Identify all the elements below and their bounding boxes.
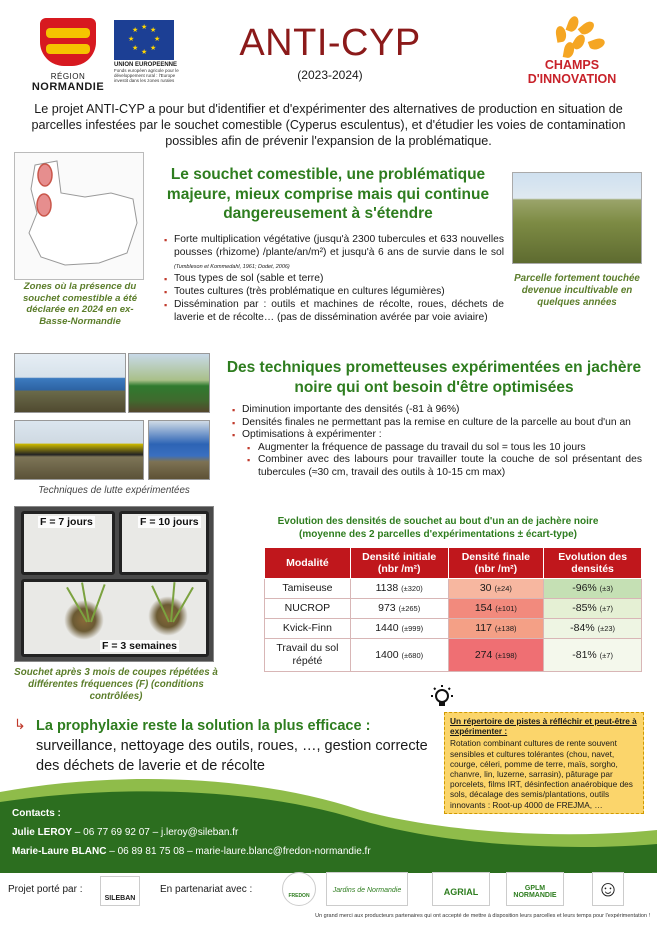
tray-10-days: [119, 511, 209, 575]
porte-label: Projet porté par :: [8, 884, 83, 895]
contact-2-details[interactable]: – 06 89 81 75 08 – marie-laure.blanc@fredon-normandie.fr: [106, 846, 371, 857]
gplm-logo: GPLM NORMANDIE: [506, 872, 564, 906]
table-title: Evolution des densités de souchet au bout d'un an de jachère noire (moyenne des 2 parcelles d'expérimentations ± écart-type): [277, 516, 599, 540]
trays-caption: Souchet après 3 mois de coupes répétées à différentes fréquences (F) (conditions contrôlées): [14, 667, 218, 702]
tray-label: F = 3 semaines: [102, 640, 178, 652]
table-cell: 117 (±138): [448, 619, 544, 639]
list-item: ▪ Diminution importante des densités (-81 à 96%): [232, 404, 642, 417]
thanks-note: Un grand merci aux producteurs partenaires qui ont accepté de mettre à disposition leurs parcelles et leurs temps pour l'expérimentation !: [315, 913, 650, 919]
tray-label: F = 10 jours: [140, 516, 199, 528]
list-item: ▪ Densités finales ne permettant pas la remise en culture de la parcelle au bout d'un an: [232, 417, 642, 430]
eu-subtitle: Fonds européen agricole pour le développement rural : l'Europe investit dans les zones rurales: [114, 68, 179, 83]
table-cell: 154 (±101): [448, 599, 544, 619]
table-row: [265, 579, 642, 599]
partner-label: En partenariat avec :: [160, 884, 253, 895]
contacts-block: [12, 804, 452, 861]
table-cell: 274 (±198): [448, 639, 544, 672]
field-photo: [512, 172, 642, 264]
col-header: Densité finale (nbr /m²): [448, 548, 544, 579]
contacts-heading: Contacts :: [12, 808, 61, 819]
section2-list: [232, 404, 642, 480]
table-cell: 1440 (±999): [350, 619, 448, 639]
table-cell: -85% (±7): [544, 599, 642, 619]
table-cell: 1138 (±320): [350, 579, 448, 599]
map-outline-icon: [15, 153, 143, 279]
col-header: Evolution des densités: [544, 548, 642, 579]
region-name: NORMANDIE: [31, 81, 105, 93]
section1-list: [164, 234, 504, 325]
eu-logo: [114, 20, 184, 100]
col-header: Modalité: [265, 548, 351, 579]
sileban-logo: SILEBAN: [100, 876, 140, 906]
poster-title: ANTI-CYP: [239, 22, 421, 64]
table-cell: 1400 (±680): [350, 639, 448, 672]
col-header: Densité initiale (nbr /m²): [350, 548, 448, 579]
ideas-body: Rotation combinant cultures de rente souvent sensibles et cultures tolérantes (chou, navet, courge, céleri, pomme de terre, maïs, sorgho, chanvre, lin, luzerne, sarrasin), pâturage par porcelets, films IRT, désinfection anaérobique des sols, décalage des semis/plantations, outils innovants : Root-up 4000 de FREJMA, …: [450, 738, 633, 810]
machine-photo-4: [148, 420, 210, 480]
normandie-shield-icon: [40, 18, 96, 66]
machine-photo-1: [14, 353, 126, 413]
arrow-icon: ↳: [14, 716, 26, 732]
machine-photo-3: [14, 420, 144, 480]
techniques-caption: Techniques de lutte expérimentées: [38, 485, 190, 496]
eu-flag-icon: ★ ★ ★ ★ ★ ★ ★ ★: [114, 20, 174, 60]
table-cell: -84% (±23): [544, 619, 642, 639]
intro-paragraph: Le projet ANTI-CYP a pour but d'identifier et d'expérimenter des alternatives de production en situation de parcelles infestées par le souchet comestible (Cyperus esculentus), et d'étudier les voies de contamination possibles afin de prévenir l'expansion de la problématique.: [31, 102, 626, 148]
ci-line2: D'INNOVATION: [527, 72, 617, 86]
contact-1-details[interactable]: – 06 77 69 92 07 – j.leroy@sileban.fr: [72, 827, 239, 838]
section2-heading: Des techniques prometteuses expérimentées en jachère noire qui ont besoin d'être optimisées: [226, 359, 642, 396]
region-normandie-logo: [28, 18, 108, 96]
map-caption: Zones où la présence du souchet comestible a été déclarée en 2024 en ex-Basse-Normandie: [22, 281, 138, 327]
table-cell: Kvick-Finn: [265, 619, 351, 639]
list-item: ▪ Optimisations à expérimenter :: [232, 429, 642, 442]
table-row: [265, 639, 642, 672]
leaves-icon: [512, 14, 632, 58]
table-cell: Tamiseuse: [265, 579, 351, 599]
trays-photo: [14, 506, 214, 662]
agrial-logo: AGRIAL: [432, 872, 490, 906]
contact-2: Marie-Laure BLANC – 06 89 81 75 08 – marie-laure.blanc@fredon-normandie.fr: [12, 846, 371, 857]
normandie-map: [14, 152, 144, 280]
tray-3-weeks: [21, 579, 209, 657]
density-table: [264, 547, 642, 672]
list-item: ▪ Dissémination par : outils et machines de récolte, roues, déchets de laverie et de récolte… (pas de dissémination avérée par voie aviaire): [164, 299, 504, 325]
lightbulb-icon: [428, 684, 456, 712]
region-label: RÉGION: [50, 72, 86, 81]
table-cell: NUCROP: [265, 599, 351, 619]
table-row: [265, 619, 642, 639]
jardins-logo: Jardins de Normandie: [326, 872, 408, 906]
list-item: ▪ Forte multiplication végétative (jusqu'à 2300 tubercules et 633 nouvelles pousses (rhizome) /plante/an/m²) et jusqu'à 6 ans de survie dans le sol (Tumbleson et Kommedahl, 1961; Dodet, 2006): [164, 234, 504, 273]
tray-7-days: [21, 511, 115, 575]
table-cell: 30 (±24): [448, 579, 544, 599]
list-item: ▪ Toutes cultures (très problématique en cultures légumières): [164, 286, 504, 299]
table-cell: -96% (±3): [544, 579, 642, 599]
table-row: [265, 599, 642, 619]
table-cell: Travail du sol répété: [265, 639, 351, 672]
ideas-heading: Un répertoire de pistes à réfléchir et peut-être à expérimenter :: [450, 716, 637, 737]
tray-label: F = 7 jours: [40, 516, 93, 528]
sub-list-item: ▪ Combiner avec des labours pour travailler toute la couche de sol présentant des tubercules (≈30 cm, travail des outils à 10-15 cm max): [232, 454, 642, 479]
section1-heading: Le souchet comestible, une problématique majeure, mieux comprise mais qui continue dangereusement à s'étendre: [166, 166, 490, 222]
eu-title: UNION EUROPEENNE: [114, 62, 178, 68]
field-caption: Parcelle fortement touchée devenue incultivable en quelques années: [514, 273, 640, 308]
reference: (Tumbleson et Kommedahl, 1961; Dodet, 2006): [174, 263, 290, 270]
champs-innovation-logo: [512, 14, 632, 94]
farmer-icon: ☺: [592, 872, 624, 906]
fredon-logo: FREDON: [282, 872, 316, 906]
ci-line1: CHAMPS: [544, 58, 600, 72]
table-cell: -81% (±7): [544, 639, 642, 672]
list-item: ▪ Tous types de sol (sable et terre): [164, 273, 504, 286]
table-cell: 973 (±265): [350, 599, 448, 619]
poster-years: (2023-2024): [297, 68, 363, 82]
contact-1: Julie LEROY – 06 77 69 92 07 – j.leroy@sileban.fr: [12, 827, 239, 838]
sub-list-item: ▪ Augmenter la fréquence de passage du travail du sol = tous les 10 jours: [232, 442, 642, 455]
machine-photo-2: [128, 353, 210, 413]
prophylaxis-text: La prophylaxie reste la solution la plus efficace : surveillance, nettoyage des outils, roues, …, gestion correcte des déchets de laverie et de récolte: [36, 718, 428, 774]
